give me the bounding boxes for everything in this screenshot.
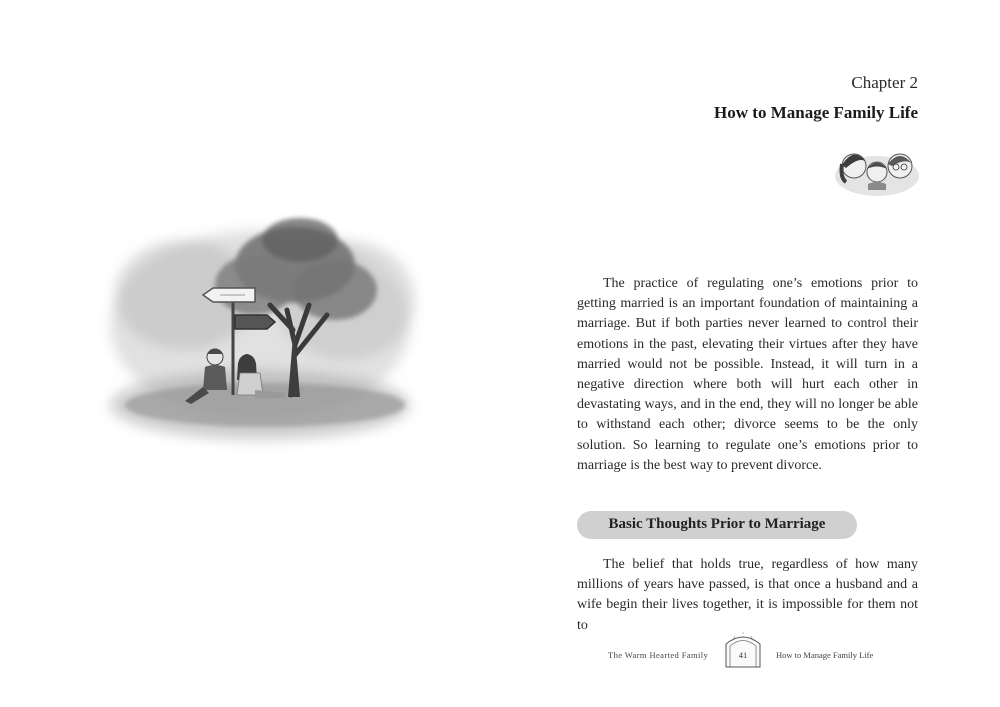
chapter-title: How to Manage Family Life bbox=[714, 103, 918, 122]
footer-chapter-title: How to Manage Family Life bbox=[776, 650, 874, 660]
section-heading: Basic Thoughts Prior to Marriage bbox=[608, 516, 826, 532]
couple-under-tree-illustration bbox=[95, 205, 425, 475]
family-faces-icon bbox=[832, 138, 922, 198]
page-number: 41 bbox=[738, 650, 748, 660]
footer-book-title: The Warm Hearted Family bbox=[608, 650, 709, 660]
paragraph-1: The practice of regulating one’s emotions prior to getting married is an important foundation of maintaining a marriage. But if both parties never learned to control their emotions in the past, elevating their virtues after they have married would not be possible. Instead, it will turn in a negative direction where both will hurt each other in devastating ways, and in the end, they will no longer be able to withstand each other; divorce seems to be the only solution. So learning to regulate one’s emotions prior to marriage is the best way to prevent divorce. bbox=[577, 276, 918, 473]
paragraph-2: The belief that holds true, regardless of how many millions of years have passed, is that once a husband and a wife begin their lives together, it is impossible for them not to bbox=[577, 557, 918, 633]
section-heading-box bbox=[577, 511, 857, 539]
chapter-number: Chapter 2 bbox=[851, 73, 918, 92]
